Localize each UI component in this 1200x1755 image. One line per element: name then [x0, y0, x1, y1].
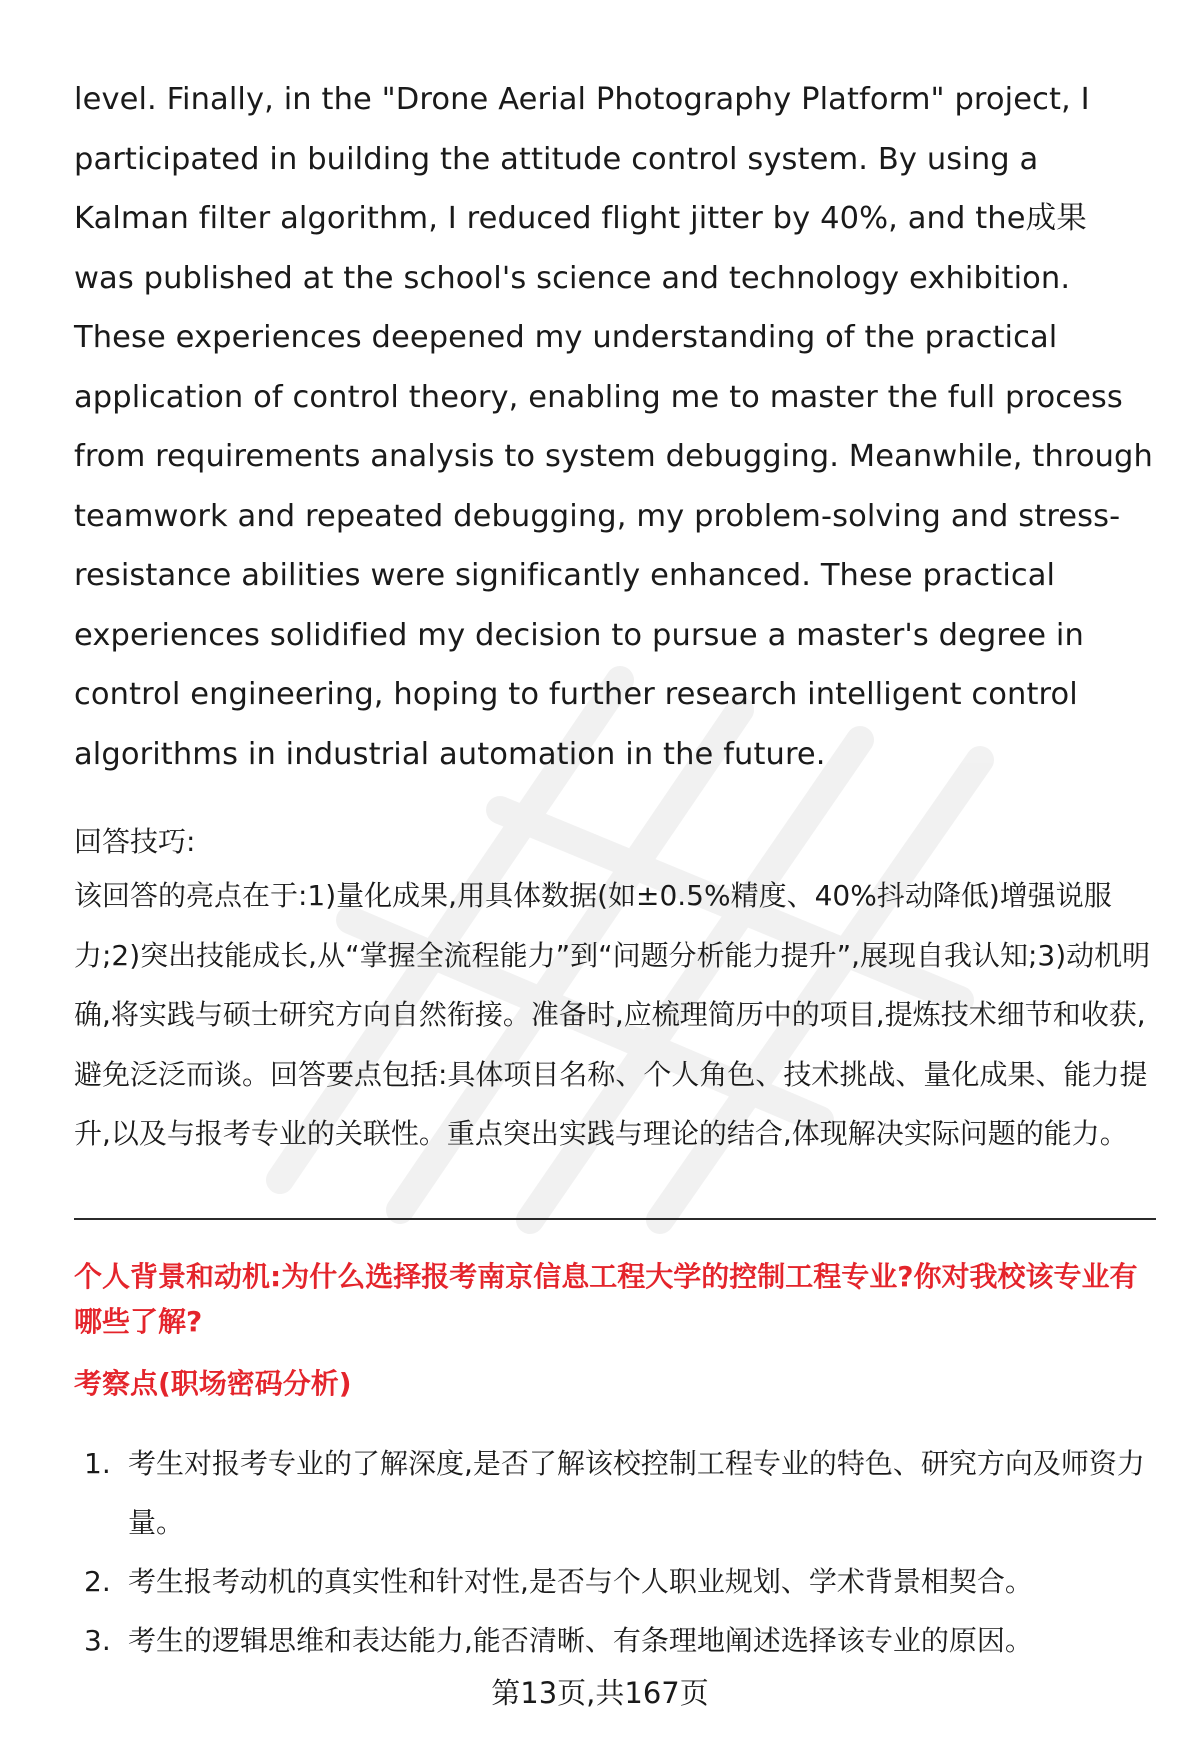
list-item	[74, 1434, 1154, 1552]
list-item-number: 1.	[84, 1446, 111, 1480]
list-item	[74, 1611, 1154, 1670]
question-title: 个人背景和动机:为什么选择报考南京信息工程大学的控制工程专业?你对我校该专业有哪些了解?	[74, 1259, 1138, 1338]
tips-heading: 回答技巧:	[74, 825, 196, 858]
tips-body: 该回答的亮点在于:1)量化成果,用具体数据(如±0.5%精度、40%抖动降低)增强说服力;2)突出技能成长,从“掌握全流程能力”到“问题分析能力提升”,展现自我认知;3)动机明确,将实践与硕士研究方向自然衔接。准备时,应梳理简历中的项目,提炼技术细节和收获,避免泛泛而谈。回答要点包括:具体项目名称、个人角色、技术挑战、量化成果、能力提升,以及与报考专业的关联性。重点突出实践与理论的结合,体现解决实际问题的能力。	[74, 879, 1151, 1150]
section-divider	[74, 1218, 1156, 1220]
list-item-number: 2.	[84, 1564, 111, 1598]
list-item-text: 考生的逻辑思维和表达能力,能否清晰、有条理地阐述选择该专业的原因。	[128, 1623, 1033, 1657]
page-number-footer: 第13页,共167页	[491, 1676, 709, 1710]
list-item-text: 考生报考动机的真实性和针对性,是否与个人职业规划、学术背景相契合。	[128, 1564, 1033, 1598]
answer-paragraph: level. Finally, in the "Drone Aerial Photography Platform" project, I participated in building the attitude control system. By using a Kalman filter algorithm, I reduced flight jitter by 40%, and the成果 was published at the school's science and technology exhibition. These experiences deepened my understanding of the practical application of control theory, enabling me to master the full process from requirements analysis to system debugging. Meanwhile, through teamwork and repeated debugging, my problem-solving and stress-resistance abilities were significantly enhanced. These practical experiences solidified my decision to pursue a master's degree in control engineering, hoping to further research intelligent control algorithms in industrial automation in the future.	[74, 82, 1153, 772]
assessment-points-list	[74, 1434, 1154, 1670]
list-item	[74, 1552, 1154, 1611]
list-item-text: 考生对报考专业的了解深度,是否了解该校控制工程专业的特色、研究方向及师资力量。	[128, 1446, 1145, 1539]
list-item-number: 3.	[84, 1623, 111, 1657]
content-area	[74, 70, 1154, 1670]
assessment-points-heading: 考察点(职场密码分析)	[74, 1366, 352, 1400]
